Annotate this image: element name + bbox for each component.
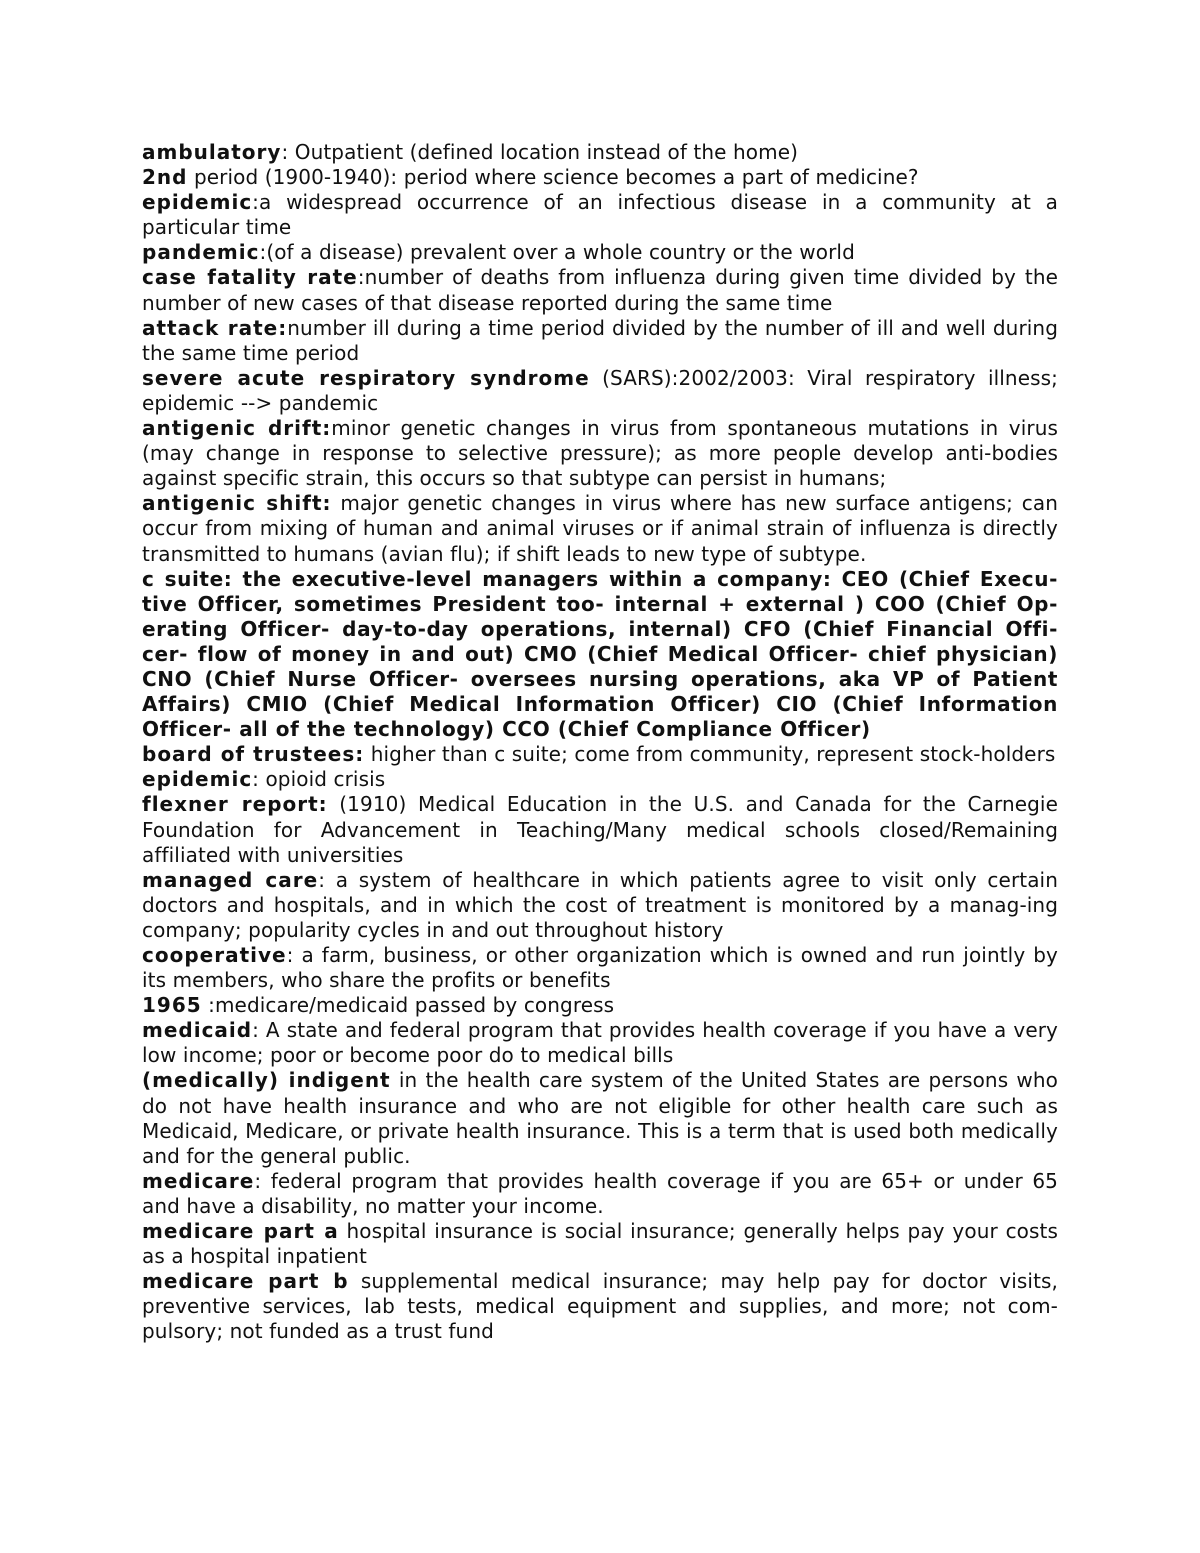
term: 2nd bbox=[142, 165, 188, 190]
term: board of trustees: bbox=[142, 742, 365, 767]
definition: supplemental medical insurance; may help pay for doctor visits, preventive services, lab tests, medical equipment and supplies, and more; not com-pulsory; not funded as a trust fund bbox=[142, 1269, 1058, 1344]
entry-medicare-part-a bbox=[142, 1219, 1058, 1269]
term: medicare bbox=[142, 1168, 255, 1193]
definition: : federal program that provides health coverage if you are 65+ or under 65 and have a disability, no matter your income. bbox=[142, 1168, 1058, 1218]
entry-flexner-report bbox=[142, 792, 1058, 867]
term: managed care bbox=[142, 867, 319, 892]
entry-attack-rate bbox=[142, 316, 1058, 366]
entry-medically-indigent bbox=[142, 1068, 1058, 1168]
definition: (1910) Medical Education in the U.S. and Canada for the Carnegie Foundation for Advancement in Teaching/Many medical schools closed/Remaining affiliated with universities bbox=[142, 792, 1058, 867]
entry-antigenic-drift bbox=[142, 416, 1058, 491]
definition: hospital insurance is social insurance; generally helps pay your costs as a hospital inpatient bbox=[142, 1219, 1058, 1269]
definition: :a widespread occurrence of an infectious disease in a community at a particular time bbox=[142, 190, 1058, 240]
definition: in the health care system of the United States are persons who do not have health insurance and who are not eligible for other health care such as Medicaid, Medicare, or private health insurance. This is a term that is used both medically and for the general public. bbox=[142, 1068, 1058, 1168]
definition: minor genetic changes in virus from spontaneous mutations in virus (may change in response to selective pressure); as more people develop anti-bodies against specific strain, this occurs so that subtype can persist in humans; bbox=[142, 416, 1058, 491]
document-body bbox=[142, 140, 1058, 1345]
definition: higher than c suite; come from community, represent stock-holders bbox=[364, 742, 1056, 767]
entry-c-suite bbox=[142, 567, 1058, 743]
entry-antigenic-shift bbox=[142, 491, 1058, 566]
term: 1965 bbox=[142, 993, 202, 1018]
entry-1965 bbox=[142, 993, 1058, 1018]
term: (medically) indigent bbox=[142, 1068, 391, 1093]
entry-pandemic bbox=[142, 240, 1058, 265]
term: medicare part b bbox=[142, 1269, 349, 1294]
entry-sars bbox=[142, 366, 1058, 416]
entry-medicare-part-b bbox=[142, 1269, 1058, 1344]
entry-medicaid bbox=[142, 1018, 1058, 1068]
entry-epidemic bbox=[142, 190, 1058, 240]
entry-2nd-period bbox=[142, 165, 1058, 190]
definition: : a farm, business, or other organization which is owned and run jointly by its members, who share the profits or benefits bbox=[142, 943, 1058, 993]
definition: :medicare/medicaid passed by congress bbox=[201, 993, 615, 1018]
entry-ambulatory bbox=[142, 140, 1058, 165]
term: case fatality rate bbox=[142, 265, 358, 290]
term: pandemic bbox=[142, 240, 260, 265]
term: medicaid bbox=[142, 1018, 253, 1043]
entry-case-fatality-rate bbox=[142, 265, 1058, 315]
definition: number ill during a time period divided by the number of ill and well during the same time period bbox=[142, 315, 1059, 365]
entry-epidemic-opioid bbox=[142, 767, 1058, 792]
definition: :(of a disease) prevalent over a whole country or the world bbox=[259, 240, 855, 265]
definition: :number of deaths from influenza during given time divided by the number of new cases of that disease reported during the same time bbox=[142, 265, 1059, 315]
definition: : A state and federal program that provides health coverage if you have a very low income; poor or become poor do to medical bills bbox=[142, 1018, 1058, 1068]
term: antigenic shift: bbox=[142, 491, 332, 516]
definition: : opioid crisis bbox=[252, 767, 386, 792]
term: epidemic bbox=[142, 767, 253, 792]
term: cooperative bbox=[142, 943, 287, 967]
term: epidemic bbox=[142, 190, 253, 215]
term: flexner report: bbox=[142, 792, 328, 817]
entry-medicare bbox=[142, 1169, 1058, 1219]
term: medicare part a bbox=[142, 1219, 339, 1244]
definition: (SARS):2002/2003: Viral respiratory illness; epidemic --> pandemic bbox=[142, 365, 1058, 415]
definition: period (1900-1940): period where science becomes a part of medicine? bbox=[187, 165, 919, 190]
definition: : Outpatient (defined location instead of the home) bbox=[281, 140, 799, 164]
term: c suite: bbox=[142, 566, 233, 591]
entry-managed-care bbox=[142, 868, 1058, 943]
term: antigenic drift: bbox=[142, 416, 332, 441]
entry-cooperative bbox=[142, 943, 1058, 993]
definition: major genetic changes in virus where has new surface antigens; can occur from mixing of human and animal viruses or if animal strain of influenza is directly transmitted to humans (avian flu); if shift leads to new type of subtype. bbox=[142, 491, 1058, 566]
definition: the executive-level managers within a company: CEO (Chief Execu-tive Officer, sometimes President too- internal + external ) COO (Chief Op-erating Officer- day-to-day operations, internal) CFO (Chief Financial Offi-cer- flow of money in and out) CMO (Chief Medical Officer- chief physician) CNO (Chief Nurse Officer- oversees nursing operations, aka VP of Patient Affairs) CMIO (Chief Medical Information Officer) CIO (Chief Information Officer- all of the technology) CCO (Chief Compliance Officer) bbox=[142, 566, 1058, 742]
definition: : a system of healthcare in which patients agree to visit only certain doctors and hospitals, and in which the cost of treatment is monitored by a manag-ing company; popularity cycles in and out throughout history bbox=[142, 867, 1058, 942]
entry-board-of-trustees bbox=[142, 742, 1058, 767]
term: ambulatory bbox=[142, 140, 282, 164]
term: severe acute respiratory syndrome bbox=[142, 365, 590, 390]
term: attack rate: bbox=[142, 315, 288, 340]
